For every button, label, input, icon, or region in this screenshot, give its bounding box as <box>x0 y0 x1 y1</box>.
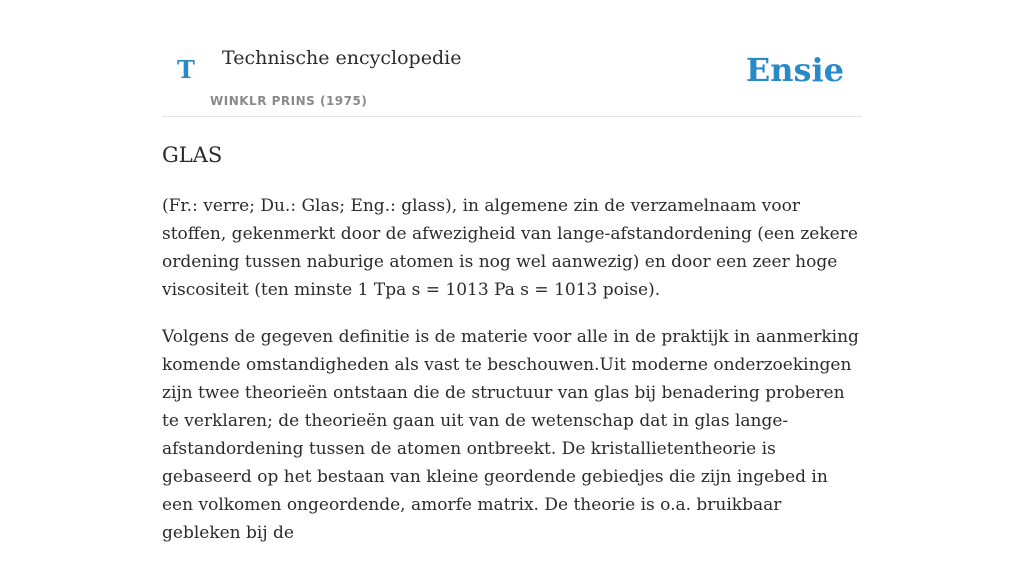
ensie-logo-link[interactable]: Ensie <box>745 51 844 89</box>
book-letter-icon: T <box>177 55 195 84</box>
book-header <box>162 0 862 117</box>
article-title: GLAS <box>162 143 223 167</box>
article-body <box>162 192 862 566</box>
book-title-link[interactable]: Technische encyclopedie <box>222 47 462 69</box>
article-paragraph: Volgens de gegeven definitie is de materie voor alle in de praktijk in aanmerking komende omstandigheden als vast te beschouwen.Uit moderne onderzoekingen zijn twee theorieën ontstaan die de structuur van glas bij benadering proberen te verklaren; de theorieën gaan uit van de wetenschap dat in glas lange-afstandordening tussen de atomen ontbreekt. De kristallietentheorie is gebaseerd op het bestaan van kleine geordende gebiedjes die zijn ingebed in een volkomen ongeordende, amorfe matrix. De theorie is o.a. bruikbaar gebleken bij de <box>162 327 859 543</box>
article-paragraph: (Fr.: verre; Du.: Glas; Eng.: glass), in algemene zin de verzamelnaam voor stoffen, gekenmerkt door de afwezigheid van lange-afstandordening (een zekere ordening tussen naburige atomen is nog wel aanwezig) en door een zeer hoge viscositeit (ten minste 1 Tpa s = 1013 Pa s = 1013 poise). <box>162 196 858 300</box>
book-source: WINKLR PRINS (1975) <box>210 94 368 108</box>
